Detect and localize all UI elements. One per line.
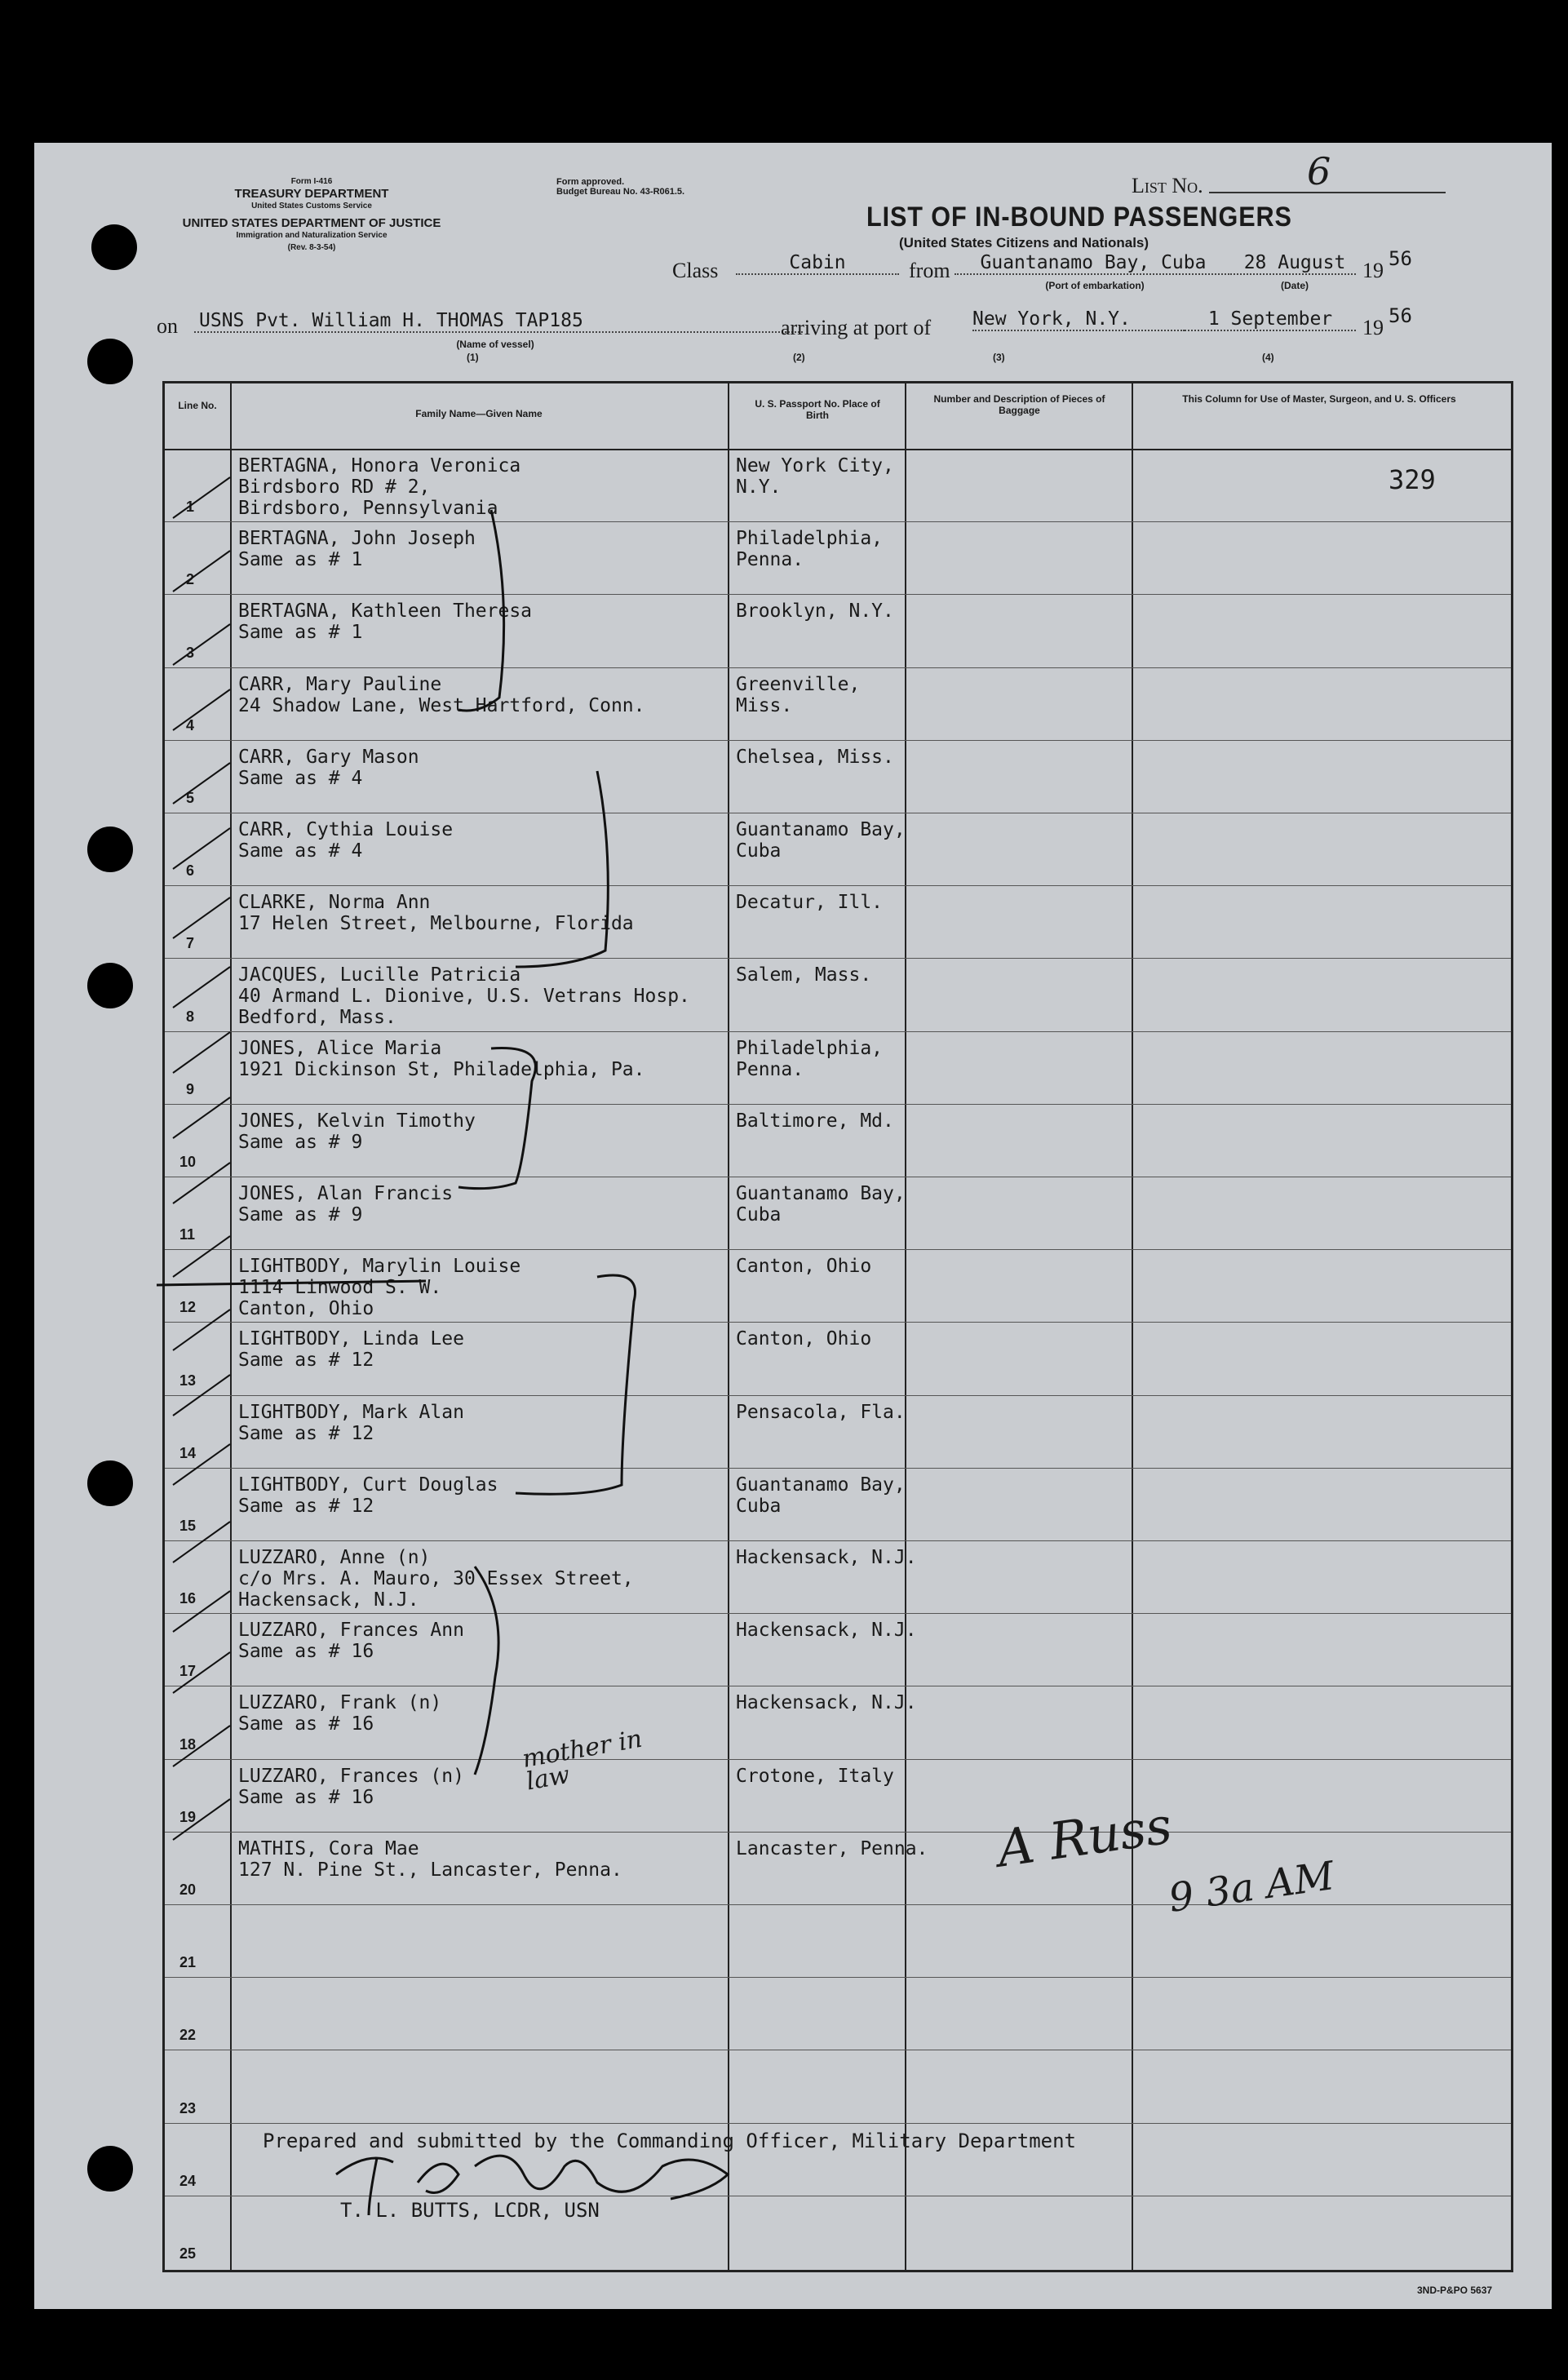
name-line: Same as # 12 — [238, 1422, 374, 1444]
birth-line: Guantanamo Bay, — [736, 1474, 906, 1496]
name-line: Birdsboro, Pennsylvania — [238, 498, 498, 519]
name-line: LIGHTBODY, Mark Alan — [238, 1401, 464, 1423]
line-number: 21 — [179, 1954, 197, 1971]
embarkation-date-field: 28 August — [1234, 252, 1356, 275]
line-number: 23 — [179, 2099, 197, 2116]
birth-line: Guantanamo Bay, — [736, 819, 906, 840]
list-no-handwritten: 6 — [1307, 149, 1331, 193]
name-line: Same as # 4 — [238, 840, 363, 862]
line-number: 8 — [186, 1008, 195, 1025]
handwritten-stamp-initials: A Russ — [993, 1795, 1176, 1879]
year-prefix: 19 — [1362, 259, 1384, 282]
line-number: 6 — [186, 862, 195, 880]
name-line: BERTAGNA, John Joseph — [238, 528, 476, 550]
name-line: LIGHTBODY, Linda Lee — [238, 1328, 464, 1350]
birth-line: Cuba — [736, 1204, 782, 1225]
birth-line: Baltimore, Md. — [736, 1110, 894, 1132]
name-line: JACQUES, Lucille Patricia — [238, 964, 521, 986]
document-page — [34, 143, 1552, 2309]
name-line: 17 Helen Street, Melbourne, Florida — [238, 913, 634, 935]
line-number: 24 — [179, 2172, 197, 2189]
line-number: 5 — [186, 790, 195, 806]
form-approval: Form approved. Budget Bureau No. 43-R061.5. — [556, 177, 685, 197]
line-number: 25 — [179, 2245, 197, 2262]
signature — [320, 2117, 760, 2223]
birth-line: Penna. — [736, 1058, 804, 1080]
arrival-date-field: 1 September — [1185, 308, 1356, 331]
name-line: LIGHTBODY, Marylin Louise — [238, 1256, 521, 1278]
list-no-label: List No. — [1132, 174, 1203, 197]
line-number: 11 — [179, 1226, 196, 1243]
birth-line: N.Y. — [736, 476, 782, 498]
port-field: New York, N.Y. — [972, 308, 1185, 331]
name-line: MATHIS, Cora Mae — [238, 1837, 419, 1859]
printer-code: 3ND-P&PO 5637 — [1417, 2285, 1493, 2296]
line-number: 12 — [179, 1299, 197, 1316]
col-num-2: (2) — [793, 352, 805, 363]
birth-line: Decatur, Ill. — [736, 892, 884, 914]
name-line: Same as # 12 — [238, 1495, 374, 1517]
date-caption: (Date) — [1280, 280, 1309, 291]
line-number: 3 — [186, 644, 195, 661]
line-number: 13 — [179, 1372, 197, 1389]
page-title: LIST OF IN-BOUND PASSENGERS — [866, 202, 1292, 233]
name-line: 40 Armand L. Dionive, U.S. Vetrans Hosp. — [238, 986, 690, 1008]
line-number: 15 — [179, 1518, 197, 1534]
name-line: Bedford, Mass. — [238, 1007, 396, 1029]
birth-line: Lancaster, Penna. — [736, 1837, 928, 1859]
signer-line: T. L. BUTTS, LCDR, USN — [340, 2199, 600, 2222]
embarkation-field: Guantanamo Bay, Cuba — [955, 252, 1232, 275]
col-num-3: (3) — [993, 352, 1005, 363]
year-value: 56 — [1389, 247, 1412, 270]
name-line: Same as # 9 — [238, 1131, 363, 1153]
handwritten-stamp-time: 9 3a AM — [1166, 1853, 1337, 1921]
name-line: JONES, Kelvin Timothy — [238, 1110, 476, 1132]
line-number: 4 — [186, 716, 195, 734]
line-number: 7 — [186, 935, 195, 952]
birth-line: Cuba — [736, 840, 782, 862]
arrival-year-value: 56 — [1389, 304, 1412, 327]
class-field: Cabin — [736, 252, 899, 275]
birth-line: Brooklyn, N.Y. — [736, 601, 894, 623]
name-line: c/o Mrs. A. Mauro, 30 Essex Street, — [238, 1568, 634, 1589]
page-subtitle: (United States Citizens and Nationals) — [899, 235, 1149, 250]
header-baggage: Number and Description of Pieces of Baggage — [933, 393, 1105, 416]
name-line: JONES, Alice Maria — [238, 1037, 442, 1059]
name-line: 127 N. Pine St., Lancaster, Penna. — [238, 1859, 622, 1881]
name-line: Same as # 1 — [238, 549, 363, 571]
agency-block: Form I-416 TREASURY DEPARTMENT United States Customs Service UNITED STATES DEPARTMENT OF JUSTICE Immigration and Naturalization Service (Rev. 8-3-54) — [182, 177, 441, 252]
line-number: 9 — [186, 1080, 195, 1097]
line-number: 20 — [179, 1881, 197, 1898]
from-label: from — [909, 259, 950, 282]
name-line: CARR, Mary Pauline — [238, 673, 442, 695]
birth-line: Crotone, Italy — [736, 1765, 894, 1787]
col-num-4: (4) — [1262, 352, 1274, 363]
handwritten-marks — [34, 143, 1552, 2309]
name-line: LUZZARO, Frank (n) — [238, 1692, 442, 1714]
birth-line: Canton, Ohio — [736, 1256, 872, 1278]
name-line: CLARKE, Norma Ann — [238, 892, 431, 914]
header-officers: This Column for Use of Master, Surgeon, and U. S. Officers — [1182, 393, 1456, 405]
name-line: Hackensack, N.J. — [238, 1589, 419, 1611]
arriving-label: arriving at port of — [781, 316, 932, 339]
birth-line: Hackensack, N.J. — [736, 1620, 917, 1642]
line-number: 14 — [179, 1444, 197, 1461]
birth-line: Chelsea, Miss. — [736, 746, 894, 768]
name-line: LUZZARO, Anne (n) — [238, 1547, 431, 1568]
line-number: 18 — [179, 1735, 197, 1753]
birth-line: Salem, Mass. — [736, 964, 872, 986]
birth-line: Greenville, — [736, 673, 861, 695]
name-line: BERTAGNA, Honora Veronica — [238, 455, 521, 476]
name-line: Same as # 12 — [238, 1350, 374, 1372]
line-number: 17 — [179, 1663, 197, 1680]
line-number: 2 — [186, 571, 195, 588]
handwritten-note: mother in law — [520, 1724, 644, 1797]
line-number: 1 — [186, 499, 195, 516]
name-line: 24 Shadow Lane, West Hartford, Conn. — [238, 694, 645, 716]
name-line: Same as # 16 — [238, 1713, 374, 1735]
name-line: JONES, Alan Francis — [238, 1183, 454, 1204]
name-line: 1114 Linwood S. W. — [238, 1277, 442, 1299]
birth-line: Hackensack, N.J. — [736, 1547, 917, 1568]
name-line: Same as # 16 — [238, 1641, 374, 1663]
name-line: 1921 Dickinson St, Philadelphia, Pa. — [238, 1058, 645, 1080]
name-line: Same as # 16 — [238, 1786, 374, 1808]
birth-line: Penna. — [736, 549, 804, 571]
birth-line: Cuba — [736, 1495, 782, 1517]
birth-line: Miss. — [736, 694, 793, 716]
name-line: LIGHTBODY, Curt Douglas — [238, 1474, 498, 1496]
name-line: Birdsboro RD # 2, — [238, 476, 431, 498]
birth-line: Philadelphia, — [736, 1037, 884, 1059]
name-line: Same as # 9 — [238, 1204, 363, 1225]
name-line: Same as # 4 — [238, 767, 363, 789]
birth-line: Canton, Ohio — [736, 1328, 872, 1350]
vessel-caption: (Name of vessel) — [456, 339, 534, 350]
header-passport: U. S. Passport No. Place of Birth — [755, 398, 880, 421]
on-label: on — [157, 314, 178, 338]
header-name: Family Name—Given Name — [415, 408, 543, 419]
class-label: Class — [672, 259, 719, 282]
line-number: 16 — [179, 1590, 197, 1607]
officer-number: 329 — [1389, 464, 1436, 495]
name-line: CARR, Cythia Louise — [238, 819, 454, 840]
birth-line: Guantanamo Bay, — [736, 1183, 906, 1204]
vessel-field: USNS Pvt. William H. THOMAS TAP185 — [194, 310, 803, 333]
birth-line: New York City, — [736, 455, 894, 476]
line-number: 19 — [179, 1808, 197, 1825]
birth-line: Philadelphia, — [736, 528, 884, 550]
name-line: BERTAGNA, Kathleen Theresa — [238, 601, 533, 623]
name-line: LUZZARO, Frances (n) — [238, 1765, 464, 1787]
col-num-1: (1) — [467, 352, 479, 363]
name-line: Same as # 1 — [238, 622, 363, 644]
line-number: 22 — [179, 2027, 197, 2044]
birth-line: Hackensack, N.J. — [736, 1692, 917, 1714]
header-line-no: Line No. — [178, 400, 217, 411]
line-number: 10 — [179, 1154, 197, 1170]
name-line: Canton, Ohio — [238, 1298, 374, 1320]
embarkation-caption: (Port of embarkation) — [1045, 280, 1145, 291]
arrival-year-prefix: 19 — [1362, 316, 1384, 339]
prepared-line: Prepared and submitted by the Commanding Officer, Military Department — [263, 2130, 1076, 2152]
name-line: LUZZARO, Frances Ann — [238, 1620, 464, 1642]
birth-line: Pensacola, Fla. — [736, 1401, 906, 1423]
name-line: CARR, Gary Mason — [238, 746, 419, 768]
